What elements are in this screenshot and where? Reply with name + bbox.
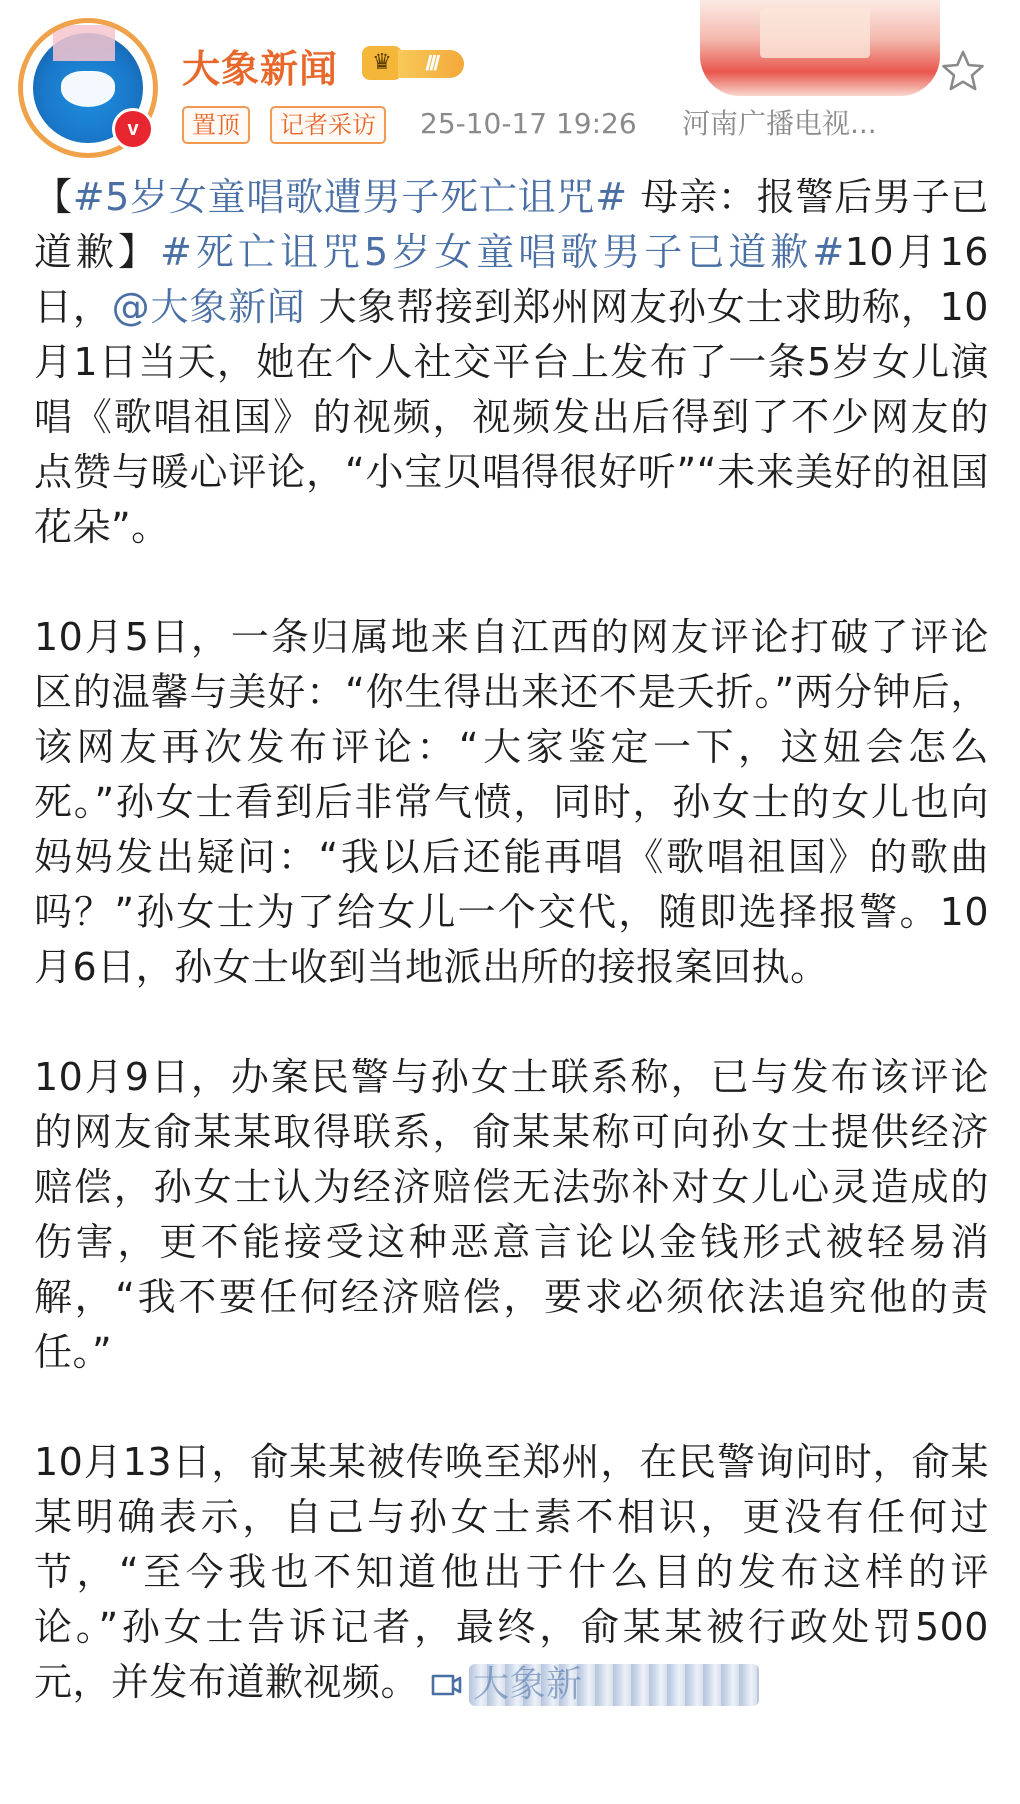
post-header (0, 0, 1020, 160)
verified-v-icon: v (112, 108, 154, 150)
body-text-1b: 大象帮接到郑州网友孙女士求助称，10月1日当天，她在个人社交平台上发布了一条5岁女儿演唱《歌唱祖国》的视频，视频发出后得到了不少网友的点赞与暖心评论，“小宝贝唱得很好听”“未来美好的祖国花朵”。 (34, 285, 989, 549)
level-badge[interactable] (362, 44, 466, 82)
hashtag-link-1[interactable]: #5岁女童唱歌遭男子死亡诅咒# (72, 175, 628, 219)
reporter-tag: 记者采访 (270, 106, 386, 144)
paragraph-2: 10月5日，一条归属地来自江西的网友评论打破了评论区的温馨与美好：“你生得出来还不是夭折。”两分钟后，该网友再次发布评论：“大家鉴定一下，这妞会怎么死。”孙女士看到后非常气愤，同时，孙女士的女儿也向妈妈发出疑问：“我以后还能再唱《歌唱祖国》的歌曲吗？”孙女士为了给女儿一个交代，随即选择报警。10月6日，孙女士收到当地派出所的接报案回执。 (34, 615, 989, 989)
video-link-label: 大象新 (473, 1663, 583, 1705)
post-source[interactable]: 河南广播电视... (682, 107, 877, 140)
hashtag-link-2[interactable]: #死亡诅咒5岁女童唱歌男子已道歉# (160, 230, 845, 274)
post-timestamp: 25-10-17 19:26 (420, 107, 637, 140)
paragraph-4 (34, 1435, 989, 1710)
avatar-mascot-shape (61, 71, 115, 107)
crown-icon: ♛ (362, 46, 402, 80)
body-text-1a: 10月16日， (34, 230, 989, 329)
title-open-bracket: 【 (34, 175, 73, 219)
header-decoration-building (760, 8, 870, 58)
star-outline-icon[interactable] (940, 48, 986, 94)
avatar-blur-overlay (53, 25, 115, 61)
paragraph-3: 10月9日，办案民警与孙女士联系称，已与发布该评论的网友俞某某取得联系，俞某某称可向孙女士提供经济赔偿，孙女士认为经济赔偿无法弥补对女儿心灵造成的伤害，更不能接受这种恶意言论以金钱形式被轻易消解，“我不要任何经济赔偿，要求必须依法追究他的责任。” (34, 1055, 989, 1374)
body-text-4: 10月13日，俞某某被传唤至郑州，在民警询问时，俞某某明确表示，自己与孙女士素不相识，更没有任何过节，“至今我也不知道他出于什么目的发布这样的评论。”孙女士告诉记者，最终，俞某某被行政处罚500元，并发布道歉视频。 (34, 1440, 989, 1704)
video-link-icon (429, 1668, 463, 1702)
account-name[interactable]: 大象新闻 (182, 47, 339, 91)
mention-link[interactable]: @大象新闻 (111, 285, 306, 329)
paragraph-1 (34, 170, 989, 555)
level-label: Ⅲ (398, 50, 464, 78)
pinned-tag: 置顶 (182, 106, 250, 144)
video-link[interactable] (429, 1662, 759, 1708)
post-body (34, 170, 989, 1710)
title-text: 母亲：报警后男子已道歉】 (34, 175, 989, 274)
